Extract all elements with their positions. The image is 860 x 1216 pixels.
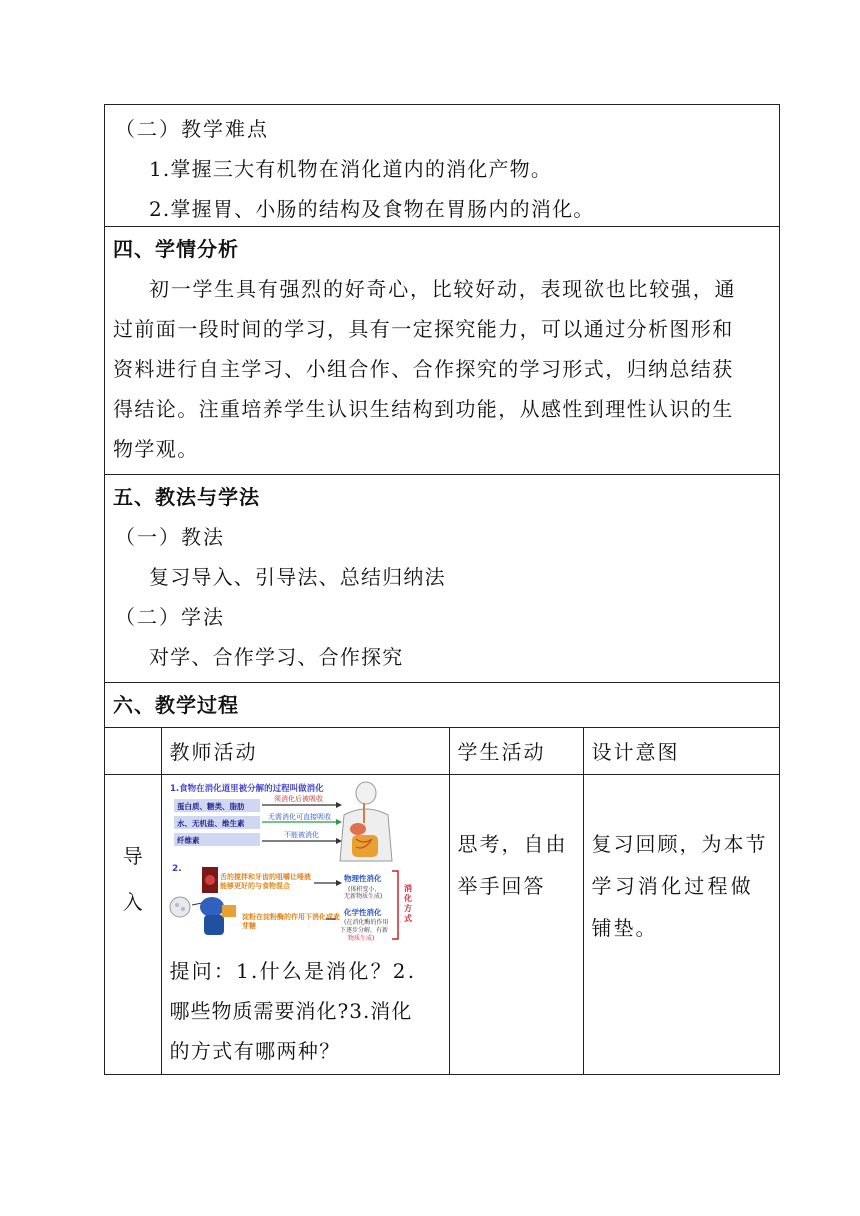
question-line: 哪些物质需要消化?3.消化 xyxy=(169,998,413,1023)
phys-label: 物理性消化 xyxy=(343,873,381,883)
analysis-line: 初一学生具有强烈的好奇心，比较好动，表现欲也比较强，通 xyxy=(149,277,737,301)
chem-note: 物质生成) xyxy=(347,934,374,942)
phys-description: 舌的搅拌和牙齿的咀嚼让唾液 xyxy=(219,872,311,881)
side-label-char: 式 xyxy=(403,913,412,923)
analysis-heading: 四、学情分析 xyxy=(113,237,239,261)
analysis-line: 过前面一段时间的学习，具有一定探究能力，可以通过分析图形和 xyxy=(113,317,734,341)
phys-note: (体积变小， xyxy=(347,885,380,893)
question-line: 的方式有哪两种？ xyxy=(169,1038,341,1063)
intent-line: 复习回顾，为本节 xyxy=(591,831,768,856)
learn-method-text: 对学、合作学习、合作探究 xyxy=(149,645,404,669)
process-section-heading xyxy=(105,683,779,728)
digestion-figure xyxy=(168,779,430,947)
student-line: 举手回答 xyxy=(457,873,546,898)
analysis-line: 得结论。注重培养学生认识生结构到功能，从感性到理性认识的生 xyxy=(113,397,734,421)
analysis-line: 资料进行自主学习、小组合作、合作探究的学习形式，归纳总结获 xyxy=(113,357,734,381)
chem-note: (在消化酶的作用 xyxy=(343,918,388,926)
side-label-char: 消 xyxy=(403,883,412,893)
arrow-label: 须消化后被吸收 xyxy=(273,794,323,803)
stage-char: 导 xyxy=(122,843,143,868)
figure-title: 1.食物在消化道里被分解的过程叫做消化 xyxy=(169,783,324,794)
stomach-icon xyxy=(200,897,236,935)
nutrient-label: 蛋白质、糖类、脂肪 xyxy=(176,801,244,811)
analysis-line: 物学观。 xyxy=(113,437,199,461)
teacher-question xyxy=(170,947,441,1071)
nutrient-label: 纤维素 xyxy=(176,835,199,845)
methods-section xyxy=(105,475,779,683)
bracket xyxy=(392,871,398,939)
student-line: 思考，自由 xyxy=(457,831,568,856)
teach-method-text: 复习导入、引导法、总结归纳法 xyxy=(149,565,446,589)
stage-cell xyxy=(105,774,161,1074)
difficulties-section xyxy=(105,105,779,227)
difficulty-item: 1.掌握三大有机物在消化道内的消化产物。 xyxy=(149,157,553,181)
arrow-head xyxy=(336,819,342,825)
mouth-icon xyxy=(202,867,218,893)
side-label-char: 化 xyxy=(403,893,412,903)
student-activity-cell xyxy=(449,774,583,1074)
methods-heading: 五、教法与学法 xyxy=(113,485,260,509)
phys-note: 无新物质生成) xyxy=(343,892,382,900)
lesson-plan-table xyxy=(104,104,780,1075)
col-header-teacher: 教师活动 xyxy=(161,728,449,774)
table-row xyxy=(105,774,779,1074)
analysis-section xyxy=(105,227,779,475)
arrow-head xyxy=(336,802,342,808)
nutrient-label: 水、无机盐、维生素 xyxy=(176,818,244,828)
question-line: 提问：1.什么是消化？2. xyxy=(169,958,417,983)
process-table xyxy=(105,728,779,1074)
digestion-diagram xyxy=(168,779,430,947)
stage-char: 入 xyxy=(122,889,143,914)
digestive-system-icon xyxy=(340,782,392,861)
intent-line: 学习消化过程做 xyxy=(591,873,754,898)
chem-label: 化学性消化 xyxy=(343,907,381,917)
arrow-head xyxy=(336,880,342,886)
col-header-stage xyxy=(105,728,161,774)
chem-note: 下逐步分解，有新 xyxy=(339,926,388,934)
process-table-header xyxy=(105,728,779,774)
difficulties-heading: （二）教学难点 xyxy=(115,117,269,141)
teach-method-heading: （一）教法 xyxy=(115,525,225,549)
col-header-intent: 设计意图 xyxy=(583,728,779,774)
chem-description: 淀粉在淀粉酶的作用下消化成麦 xyxy=(241,912,340,921)
process-heading: 六、教学过程 xyxy=(113,693,239,717)
side-label-char: 方 xyxy=(403,903,412,913)
tooth-icon xyxy=(170,897,190,917)
process-table-wrap xyxy=(105,728,779,1074)
col-header-student: 学生活动 xyxy=(449,728,583,774)
arrow-label: 不能被消化 xyxy=(283,830,319,839)
chem-description: 芽糖 xyxy=(241,921,256,930)
difficulty-item: 2.掌握胃、小肠的结构及食物在胃肠内的消化。 xyxy=(149,197,595,221)
arrow-label: 无需消化可直接吸收 xyxy=(267,812,331,821)
intent-line: 铺垫。 xyxy=(591,915,658,940)
teacher-activity-cell xyxy=(161,774,449,1074)
phys-description: 能够更好的与食物混合 xyxy=(219,881,290,890)
design-intent-cell xyxy=(583,774,779,1074)
learn-method-heading: （二）学法 xyxy=(115,605,225,629)
figure-section-number: 2. xyxy=(171,863,182,874)
